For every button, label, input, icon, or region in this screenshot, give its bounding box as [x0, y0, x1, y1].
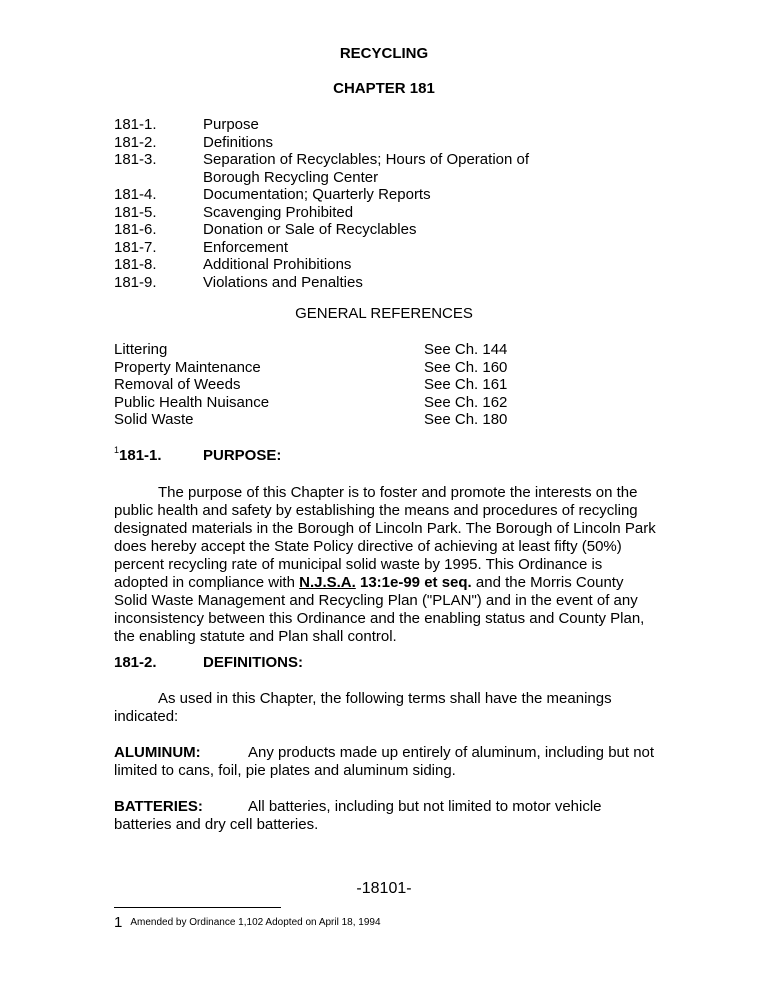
section-heading-definitions: [114, 654, 303, 671]
toc-title: Definitions: [203, 133, 274, 151]
reference-topic: Littering: [114, 341, 168, 358]
reference-see: See Ch. 144: [424, 341, 508, 358]
toc-item: [114, 221, 574, 239]
toc-title-line: Borough Recycling Center: [203, 168, 379, 186]
toc-number: 181-8.: [114, 256, 157, 273]
statute-citation: N.J.S.A.: [299, 574, 356, 591]
toc-item: [114, 239, 574, 257]
reference-see: See Ch. 161: [424, 376, 508, 393]
toc-number: 181-9.: [114, 273, 157, 291]
definition-aluminum: [114, 744, 659, 780]
toc-item: [114, 186, 574, 204]
purpose-paragraph: The purpose of this Chapter is to foster and promote the interests on the public health and safety by establishing the means and procedures of recycling designated materials in the Borough of Lincoln Park. The Borough of Lincoln Park does hereby accept the State Policy directive of achieving at least fifty (50%) percent recycling rate of municipal solid waste by 1995. This Ordinance is adopted in compliance with N.J.S.A. 13:1e-99 et seq. and the Morris County Solid Waste Management and Recycling Plan ("PLAN") and in the event of any inconsistency between this Ordinance and the enabling status and County Plan, the enabling statute and Plan shall control.: [114, 484, 656, 645]
toc-number: 181-6.: [114, 221, 157, 238]
chapter-heading: CHAPTER 181: [333, 80, 435, 97]
reference-topic: Solid Waste: [114, 411, 194, 428]
toc-number: 181-2.: [114, 133, 157, 151]
toc-number: 181-7.: [114, 238, 157, 256]
document-title: RECYCLING: [339, 45, 429, 62]
toc-item: [114, 274, 574, 292]
toc-title: Documentation; Quarterly Reports: [203, 186, 431, 203]
reference-topic: Public Health Nuisance: [114, 393, 270, 411]
definition-text: All batteries, including but not limited to motor vehicle batteries and dry cell batteries.: [114, 798, 602, 833]
toc-title: Additional Prohibitions: [203, 256, 352, 273]
page-number: -18101-: [356, 880, 412, 897]
definition-text: Any products made up entirely of aluminum, including but not limited to cans, foil, pie plates and aluminum siding.: [114, 744, 655, 779]
toc-title: [203, 151, 574, 186]
reference-see: See Ch. 180: [424, 411, 508, 428]
reference-row: [114, 359, 534, 377]
footnote-text: Amended by Ordinance 1,102 Adopted on April 18, 1994: [130, 917, 381, 928]
section-number: 181-2.: [114, 654, 157, 671]
toc-title-line: Separation of Recyclables; Hours of Operation of: [203, 151, 530, 168]
toc-number: 181-1.: [114, 116, 157, 133]
toc-item: [114, 151, 574, 186]
toc-number: 181-3.: [114, 151, 157, 168]
section-title: DEFINITIONS:: [203, 654, 303, 671]
toc-title: Scavenging Prohibited: [203, 203, 354, 221]
section-number: $^1$181-1.: [114, 445, 162, 464]
toc-title: Enforcement: [203, 238, 289, 256]
reference-topic: Property Maintenance: [114, 358, 261, 376]
toc-item: [114, 116, 574, 134]
toc-item: [114, 204, 574, 222]
footnote-reference: 1: [114, 445, 120, 455]
toc-number: 181-4.: [114, 186, 157, 203]
reference-row: [114, 411, 534, 429]
reference-see: See Ch. 162: [424, 393, 508, 411]
footnote-mark: 1: [114, 914, 123, 931]
reference-row: [114, 376, 534, 394]
definition-term: ALUMINUM:: [114, 744, 201, 761]
general-references-list: [114, 341, 534, 429]
footnote: [114, 914, 381, 931]
toc-item: [114, 256, 574, 274]
general-references-heading: GENERAL REFERENCES: [295, 305, 473, 322]
toc-title: Violations and Penalties: [203, 273, 363, 291]
toc-title: Purpose: [203, 116, 259, 133]
reference-see: See Ch. 160: [424, 358, 508, 376]
toc-number: 181-5.: [114, 203, 157, 221]
definition-batteries: [114, 798, 659, 834]
definitions-intro: As used in this Chapter, the following terms shall have the meanings indicated:: [114, 690, 612, 725]
section-title: PURPOSE:: [203, 447, 282, 464]
toc-title: Donation or Sale of Recyclables: [203, 221, 417, 238]
footnote-divider: [114, 907, 281, 908]
reference-row: [114, 341, 534, 359]
toc-item: [114, 134, 574, 152]
definition-term: BATTERIES:: [114, 798, 203, 815]
table-of-contents: [114, 116, 574, 291]
reference-row: [114, 394, 534, 412]
reference-topic: Removal of Weeds: [114, 376, 241, 393]
section-heading-purpose: [114, 447, 281, 464]
